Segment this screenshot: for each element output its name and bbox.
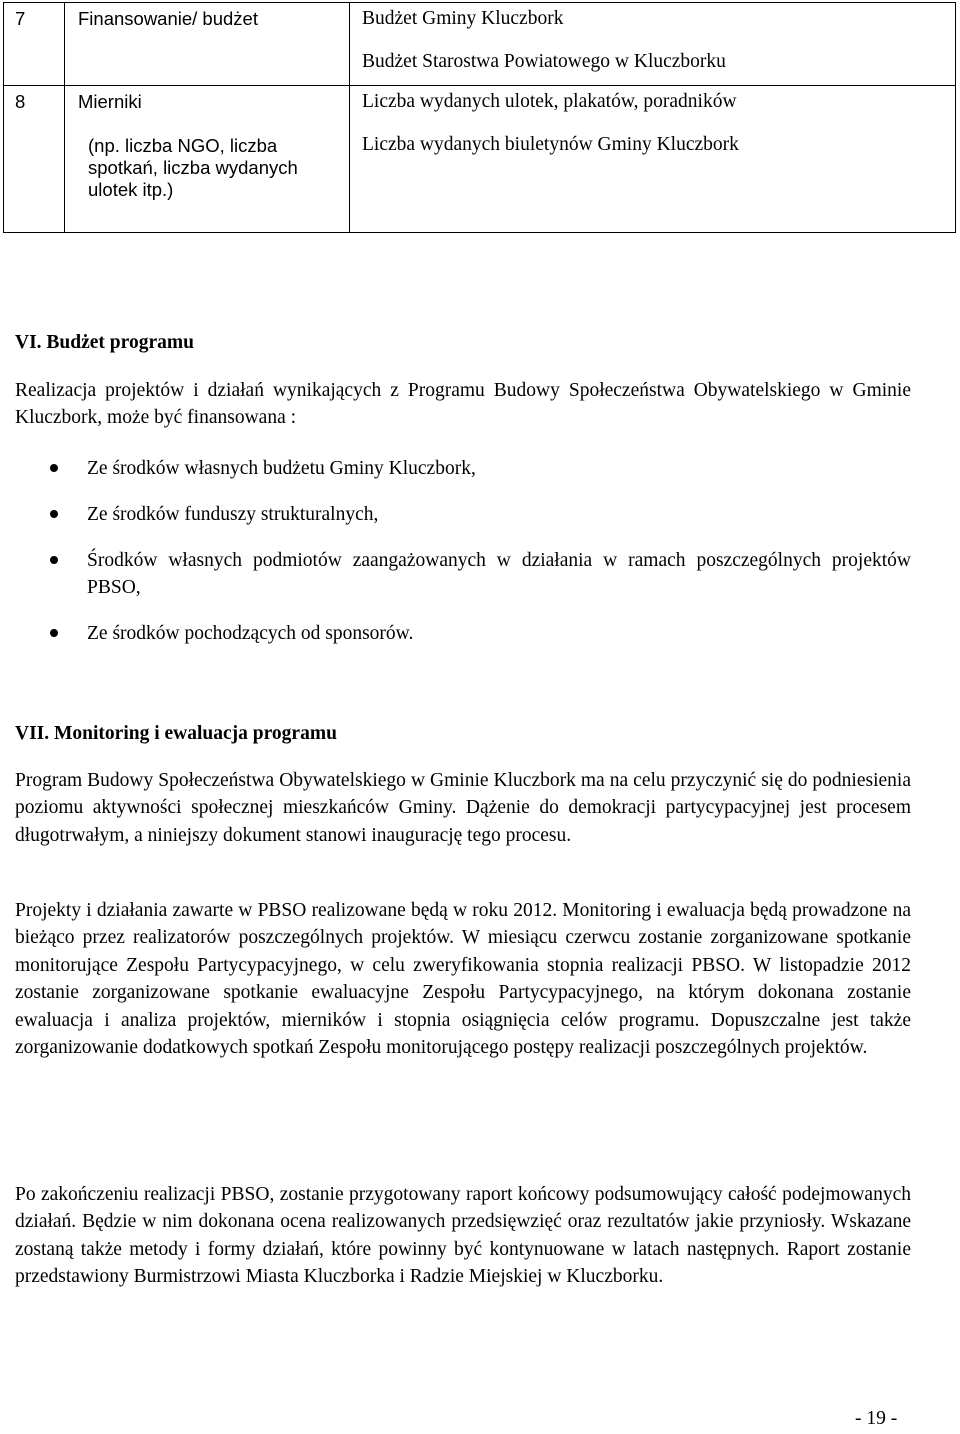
row-number: 8	[15, 91, 26, 112]
section-intro: Realizacja projektów i działań wynikających z Programu Budowy Społeczeństwa Obywatelskiego w Gminie Kluczbork, może być finansowana :	[15, 380, 911, 429]
row-number: 7	[15, 8, 26, 29]
table-row	[4, 3, 956, 86]
section-heading: VI. Budżet programu	[15, 332, 194, 353]
row-value-cell	[350, 86, 956, 233]
bullet-icon	[50, 464, 58, 472]
row-value: Liczba wydanych biuletynów Gminy Kluczbork	[362, 134, 739, 155]
list-item: Ze środków własnych budżetu Gminy Kluczbork,	[50, 455, 911, 482]
row-number-cell	[4, 86, 65, 233]
page-number: - 19 -	[855, 1408, 898, 1429]
row-value-cell	[350, 3, 956, 86]
paragraph: Po zakończeniu realizacji PBSO, zostanie przygotowany raport końcowy podsumowujący całość podejmowanych działań. Będzie w nim dokonana ocena realizowanych przedsięwzięć oraz rezultatów jakie przyniosły. Wskazane zostaną także metody i formy działań, które powinny być kontynuowane w latach następnych. Raport zostanie przedstawiony Burmistrzowi Miasta Kluczborka i Radzie Miejskiej w Kluczborku.	[15, 1184, 911, 1288]
table-row	[4, 86, 956, 233]
program-table	[3, 2, 956, 233]
bullet-icon	[50, 510, 58, 518]
row-label-cell	[65, 3, 350, 86]
row-label-cell	[65, 86, 350, 233]
row-value: Budżet Gminy Kluczbork	[362, 8, 564, 29]
list-item: Ze środków pochodzących od sponsorów.	[50, 620, 911, 647]
bullet-icon	[50, 556, 58, 564]
section-heading: VII. Monitoring i ewaluacja programu	[15, 723, 337, 744]
row-label: Finansowanie/ budżet	[78, 8, 258, 29]
funding-sources-list	[50, 455, 911, 666]
list-item: Ze środków funduszy strukturalnych,	[50, 501, 911, 528]
row-label: Mierniki	[78, 91, 142, 112]
bullet-icon	[50, 629, 58, 637]
row-number-cell	[4, 3, 65, 86]
list-item: Środków własnych podmiotów zaangażowanych w działania w ramach poszczególnych projektów PBSO,	[50, 547, 911, 601]
row-value: Liczba wydanych ulotek, plakatów, poradników	[362, 91, 737, 112]
paragraph: Projekty i działania zawarte w PBSO realizowane będą w roku 2012. Monitoring i ewaluacja będą prowadzone na bieżąco przez realizatorów poszczególnych projektów. W miesiącu czerwcu zostanie zorganizowane spotkanie monitorujące Zespołu Partycypacyjnego, w celu zweryfikowania stopnia realizacji PBSO. W listopadzie 2012 zostanie zorganizowane spotkanie ewaluacyjne Zespołu Partycypacyjnego, na którym dokonana zostanie ewaluacja i analiza projektów, mierników i stopnia osiągnięcia celów programu. Dopuszczalne jest także zorganizowanie dodatkowych spotkań Zespołu monitorującego postępy realizacji poszczególnych projektów.	[15, 900, 911, 1059]
row-label-note: (np. liczba NGO, liczba spotkań, liczba wydanych ulotek itp.)	[88, 135, 298, 200]
paragraph: Program Budowy Społeczeństwa Obywatelskiego w Gminie Kluczbork ma na celu przyczynić się do podniesienia poziomu aktywności społecznej mieszkańców Gminy. Dążenie do demokracji partycypacyjnej jest procesem długotrwałym, a niniejszy dokument stanowi inaugurację tego procesu.	[15, 770, 911, 846]
row-value: Budżet Starostwa Powiatowego w Kluczborku	[362, 51, 726, 72]
